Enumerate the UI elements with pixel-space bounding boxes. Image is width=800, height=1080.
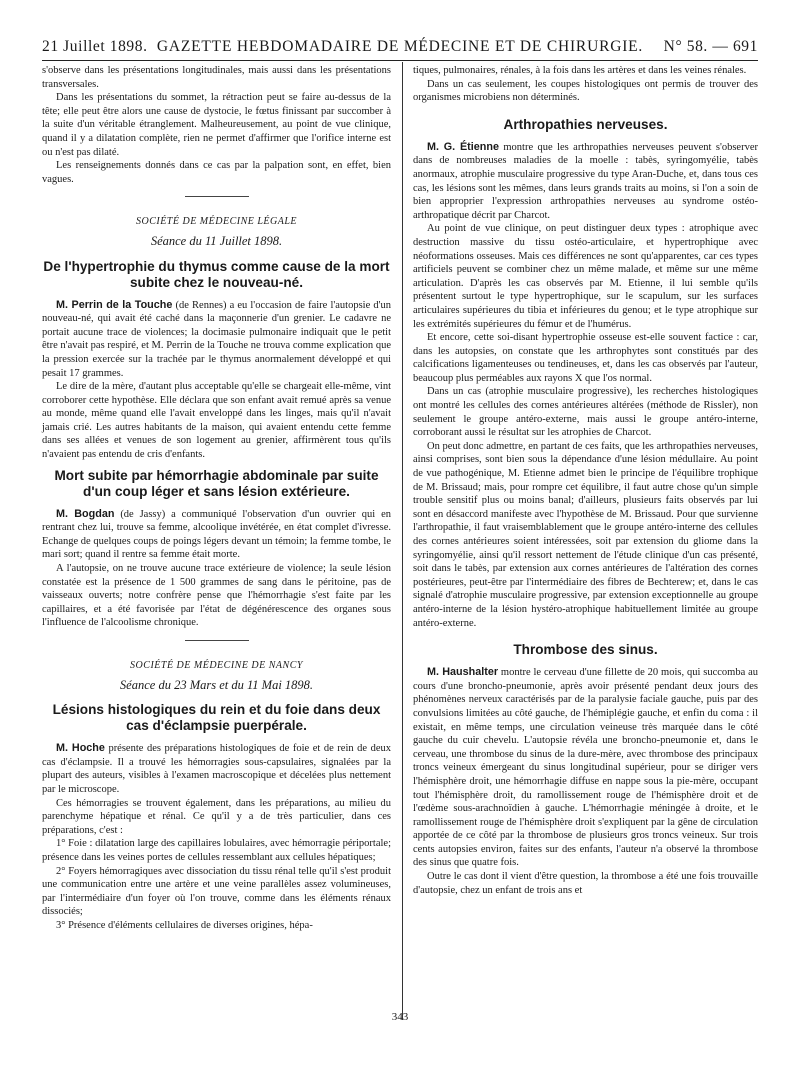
header-rule xyxy=(42,60,758,61)
paragraph: Le dire de la mère, d'autant plus acceptable qu'elle se chargeait elle-même, vint corroborer cette hypothèse. Elle déclara que son enfant avait remué après sa venue au monde, même quand elle l'avait enveloppé dans les linges, mais qu'il n'avait jamais crié. Les autres habitants de la maison, qui avaient entendu cette femme dans ses allées et venues de son logement au grenier, affirmèrent tous qu'ils n'avaient pas entendu de cris d'enfants. xyxy=(42,381,391,461)
list-item: 2° Foyers hémorragiques avec dissociation du tissu rénal telle qu'il s'est produit une communication entre une artère et une veine parallèles assez volumineuses, par l'intermédiaire d'un foyer où l'on trouve, comme dans les éléments rénaux dissociés; xyxy=(42,865,391,918)
header-date: 21 Juillet 1898. xyxy=(42,38,148,55)
society-heading: SOCIÉTÉ DE MÉDECINE DE NANCY xyxy=(130,660,303,671)
paragraph-text: montre le cerveau d'une fillette de 20 mois, qui succomba au cours d'une broncho-pneumonie, après avoir présenté pendant deux jours des phénomènes nerveux caractérisés par de la paralysie faciale gauche, puis par des convulsions limitées au côté gauche, de l'hémiplégie gauche, et enfin du coma : il existait, en même temps, une circulation veineuse très marquée dans le côté gauche du cuir chevelu. L'autopsie révéla une broncho-pneumonie et, dans le cerveau, une thrombose du sinus de la dure-mère, avec thrombose des principaux troncs veineux émergeant du sinus longitudinal supérieur, pour se diriger vers l'hémisphère droit, une hémorrhagie diffuse en nappe sous la pie-mère, occupant tout l'hémisphère droit, du ramollissement rouge de l'hémisphère droit et de l'œdème sous-arachnoïdien à gauche. L'hémorrhagie méningée à droite, et le ramollissement rouge de l'hémisphère droit s'expliquent par la gêne de circulation apportée de ce côté par la thrombose de plusieurs gros troncs veineux. Sur trois cents autopsies environ, faites sur des enfants, l'auteur n'a observé la thrombose des sinus que quatre fois. xyxy=(413,667,759,869)
article-title: Thrombose des sinus. xyxy=(513,642,658,658)
paragraph xyxy=(413,141,758,223)
author-name: M. G. Étienne xyxy=(427,140,499,153)
author-name: M. Bogdan xyxy=(56,507,115,520)
paragraph-text: (de Rennes) a eu l'occasion de faire l'autopsie d'un nouveau-né, qui avait été caché dans la maçonnerie d'un grenier. Le cadavre ne portait aucune trace de violences; la docimasie pulmonaire indiquait que le petit être n'avait pas respiré, et M. Perrin de la Touche ne trouva comme explication que la pression exercée sur la trachée par le thymus anormalement développé et qui pesait 17 grammes. xyxy=(42,299,392,379)
section-separator xyxy=(185,640,249,641)
article-title: Arthropathies nerveuses. xyxy=(503,116,668,132)
paragraph: tiques, pulmonaires, rénales, à la fois dans les artères et dans les veines rénales. xyxy=(413,65,747,76)
left-column xyxy=(42,64,391,933)
paragraph: Ces hémorragies se trouvent également, dans les préparations, au milieu du parenchyme hépatique et rénal. Ce qu'il y a de très particulier, dans ces préparations, c'est : xyxy=(42,797,391,836)
column-divider xyxy=(402,62,403,1020)
paragraph: Dans les présentations du sommet, la rétraction peut se faire au-dessus de la tête; elle peut être alors une cause de dystocie, le fœtus finissant par succomber à la suite d'un véritable étranglement. Malheureusement, au point de vue clinique, quand il y a dilatation complète, rien ne permet d'affirmer que l'orifice interne est ou n'est pas dilaté. xyxy=(42,92,391,158)
society-heading: SOCIÉTÉ DE MÉDECINE LÉGALE xyxy=(135,216,298,228)
paragraph xyxy=(42,742,391,796)
paragraph xyxy=(42,299,391,381)
paragraph: Les renseignements donnés dans ce cas par la palpation sont, en effet, bien vagues. xyxy=(42,160,391,185)
paragraph: Dans un cas (atrophie musculaire progressive), les recherches histologiques ont montré les cellules des cornes antérieures altérées (méthode de Rissler), non seulement le groupe antéro-externe, mais aussi le groupe antéro-interne, corroborant aussi le résultat sur les atrophies de Charcot. xyxy=(413,386,758,439)
author-name: M. Haushalter xyxy=(427,666,499,679)
session-heading: Séance du 23 Mars et du 11 Mai 1898. xyxy=(119,677,314,692)
header-journal-title: GAZETTE HEBDOMADAIRE DE MÉDECINE ET DE CHIRURGIE. xyxy=(156,38,644,55)
header-issue-page: N° 58. — 691 xyxy=(663,38,758,55)
author-name: M. Hoche xyxy=(56,742,105,755)
paragraph: s'observe dans les présentations longitudinales, mais aussi dans les présentations transversales. xyxy=(42,65,391,90)
paragraph: A l'autopsie, on ne trouve aucune trace extérieure de violence; la seule lésion constatée est la présence de 1 500 grammes de sang dans le péritoine, pas de vaisseaux ouverts; notre confrère pense que l'hémorrhagie s'est faite par les capillaires, et a été favorisée par l'état de dégénérescence des organes sous l'influence de l'alcoolisme chronique. xyxy=(42,563,391,629)
paragraph: Et encore, cette soi-disant hypertrophie osseuse est-elle souvent factice : car, dans les autopsies, on constate que les arthrophytes sont constitués par des calcifications ligamenteuses ou tendineuses, et, dans les cas observés par l'auteur, beaucoup plus perméables aux rayons X que l'os normal. xyxy=(413,332,758,384)
session-heading: Séance du 11 Juillet 1898. xyxy=(150,233,283,248)
section-separator xyxy=(185,196,249,197)
page-number: 343 xyxy=(391,1011,409,1023)
article-title: De l'hypertrophie du thymus comme cause de la mort subite chez le nouveau-né. xyxy=(43,258,390,290)
paragraph: Dans un cas seulement, les coupes histologiques ont permis de trouver des organismes microbiens non déterminés. xyxy=(413,78,758,104)
article-title: Mort subite par hémorrhagie abdominale par suite d'un coup léger et sans lésion extérieure. xyxy=(54,467,379,499)
paragraph: Au point de vue clinique, on peut distinguer deux types : atrophique avec destruction massive du tissu ostéo-articulaire, et hypertrophique avec néoformations osseuses. Mais ces différences ne sont qu'apparentes, car ces types artificiels peuvent se combiner chez un même malade, et même sur une même articulation. D'après les cas observés par M. Etienne, il lui semble qu'ils présentent surtout le type hypertrophique, sur le scapulum, sur les surfaces articulaires supérieures du tibia et inférieures du genou; et le type atrophique sur les extrémités supérieures du fémur et de l'humérus. xyxy=(413,223,758,330)
paragraph: Outre le cas dont il vient d'être question, la thrombose a été une fois trouvaille d'autopsie, chez un enfant de trois ans et xyxy=(413,871,758,896)
list-item: 3° Présence d'éléments cellulaires de diverses origines, hépa- xyxy=(56,919,313,931)
running-header xyxy=(42,36,758,60)
paragraph-text: présente des préparations histologiques de foie et de rein de deux cas d'éclampsie. Il a trouvé les hémorragies sous-capsulaires, signalées par la plupart des auteurs, visibles à l'examen macroscopique et décelées plus nettement par le microscope. xyxy=(42,743,391,795)
paragraph xyxy=(42,508,391,562)
paragraph xyxy=(413,666,758,870)
author-name: M. Perrin de la Touche xyxy=(56,298,173,311)
paragraph-text: montre que les arthropathies nerveuses peuvent s'observer dans de nombreuses maladies de la moelle : tabès, syringomyélie, tabès anormaux, atrophie musculaire progressive du type Aran-Duche, et, dans tous ces cas, les lésions sont les mêmes, dans leurs grands traits au moins, si l'on a soin de bien approprier l'expression arthropathies nerveuses au syndrome ostéo-arthropatique décrit par Charcot. xyxy=(413,141,758,221)
right-column xyxy=(413,64,758,897)
paragraph: On peut donc admettre, en partant de ces faits, que les arthropathies nerveuses, ainsi comprises, sont bien sous la dépendance d'une lésion médullaire. Au point de vue pathogénique, M. Etienne admet bien le principe de l'équilibre trophique de M. Brissaud; mais, pour rompre cet équilibre, il faut autre chose qu'un simple trouble sensitif plus ou moins banal; d'ailleurs, plusieurs faits observés par lui sont en désaccord manifeste avec l'hypothèse de M. Brissaud. Pour que survienne l'arthropathie, il faut vraisemblablement que le groupe antéro-interne des cellules des cornes antérieures soient intéressées, soit par extension du gliome dans la syringomyélie, ainsi qu'il ressort nettement de l'étude clinique d'un cas présenté, soit dans le tabès, par extension aux cornes antérieures de l'altération des cornes postérieures, peut-être par l'intermédiaire des fibres de Bechterew; et, dans le cas signalé d'atrophie musculaire progressive, par extension exceptionnelle au groupe antéro-interne de la lésion hystéro-atrophique habituellement limitée au groupe antéro-externe. xyxy=(413,440,758,629)
list-item: 1° Foie : dilatation large des capillaires lobulaires, avec hémorragie périportale; présence dans les veines portes de cellules ressemblant aux cellules hépatiques; xyxy=(42,838,391,863)
article-title: Lésions histologiques du rein et du foie dans deux cas d'éclampsie puerpérale. xyxy=(52,702,381,734)
paragraph-text: (de Jassy) a communiqué l'observation d'un ouvrier qui en rentrant chez lui, trouve sa femme, alcoolique invétérée, en état complet d'ivresse. Echange de quelques coups de poings légers devant un témoin; la femme tombe, le mari sort; quand il rentre sa femme était morte. xyxy=(42,508,391,561)
